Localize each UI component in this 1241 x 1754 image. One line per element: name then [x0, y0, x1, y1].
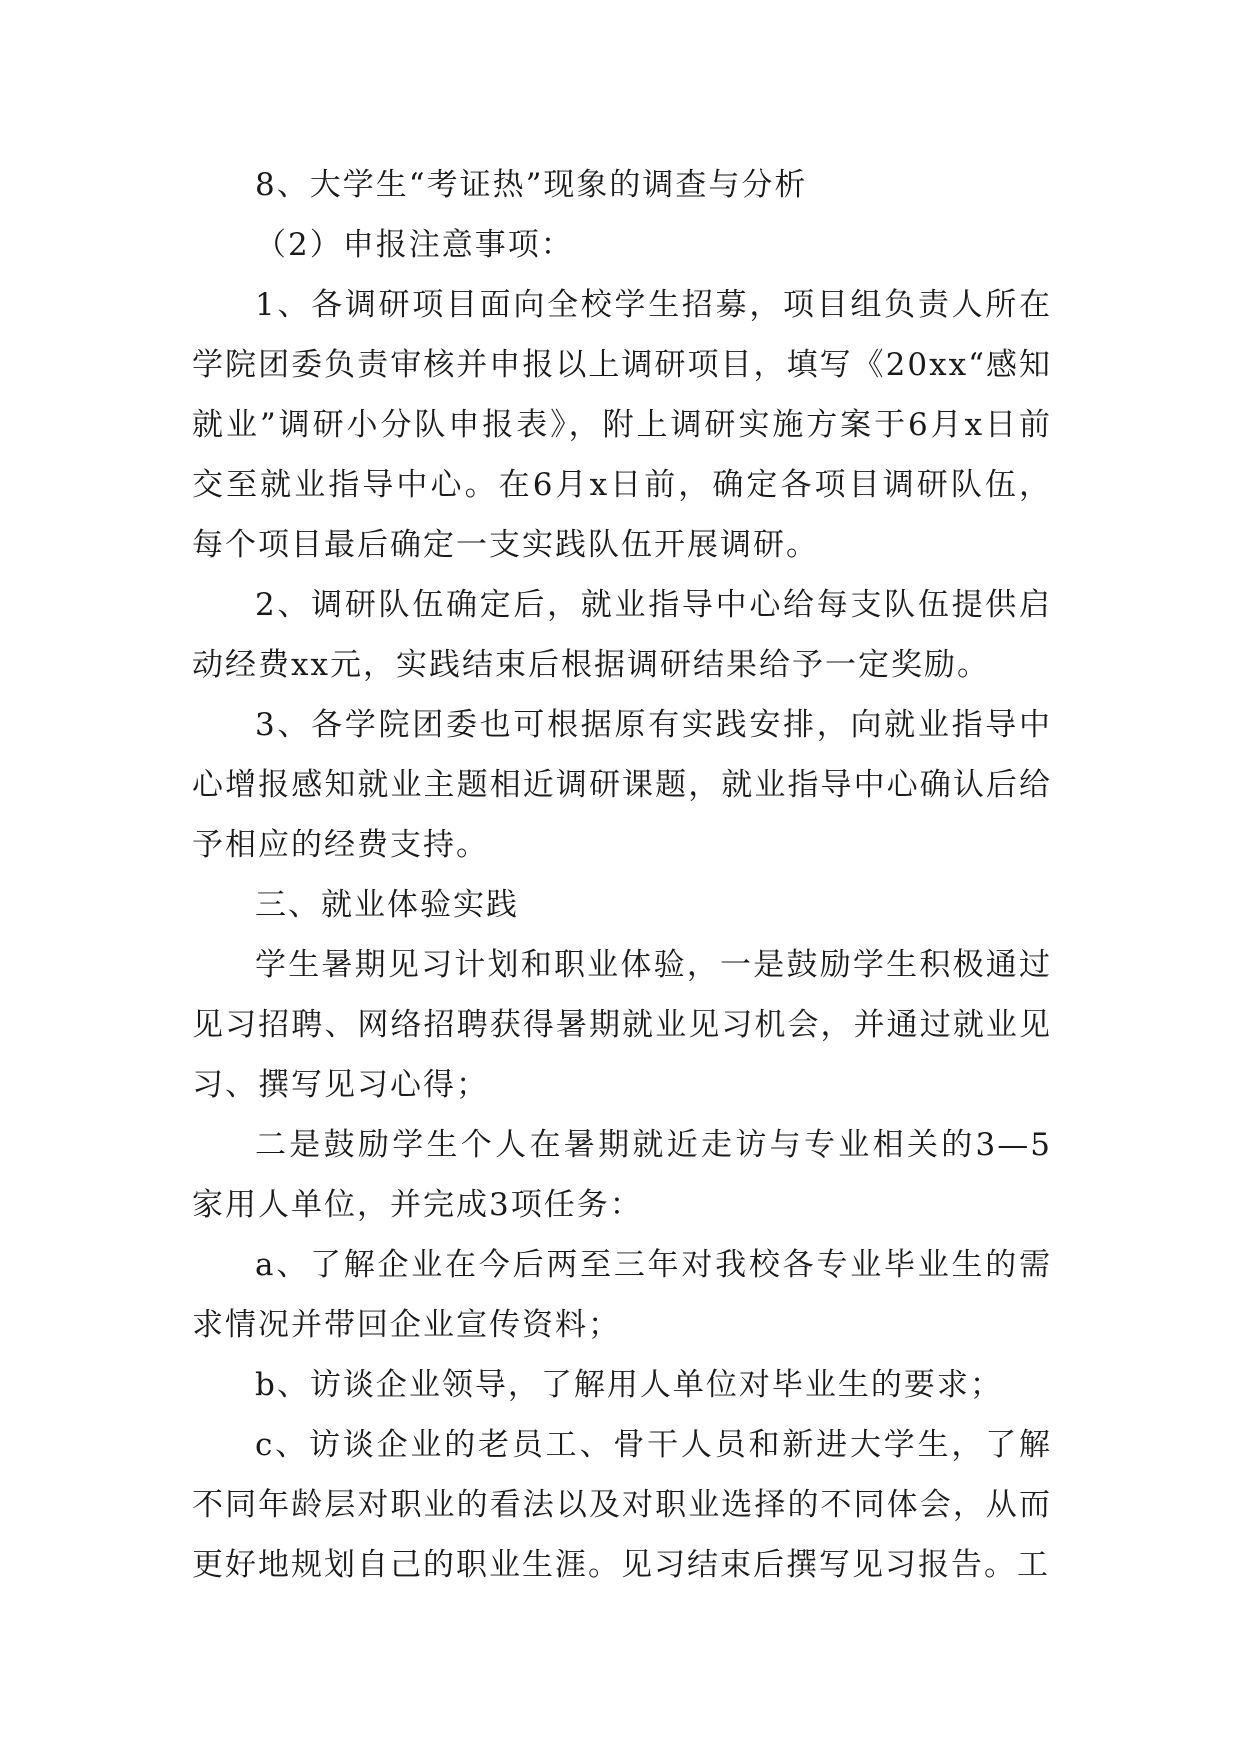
task-item-a: a、了解企业在今后两至三年对我校各专业毕业生的需求情况并带回企业宣传资料； — [192, 1247, 1052, 1343]
note-item-1: 1、各调研项目面向全校学生招募，项目组负责人所在学院团委负责审核并申报以上调研项目，填写《20xx“感知就业”调研小分队申报表》，附上调研实施方案于6月x日前交至就业指导中心。在6月x日前，确定各项目调研队伍，每个项目最后确定一支实践队伍开展调研。 — [192, 287, 1052, 563]
list-item-topic-8: 8、大学生“考证热”现象的调查与分析 — [255, 167, 808, 203]
section-heading-practice: 三、就业体验实践 — [255, 887, 519, 923]
document-body — [192, 155, 1052, 1595]
note-item-3: 3、各学院团委也可根据原有实践安排，向就业指导中心增报感知就业主题相近调研课题，就业指导中心确认后给予相应的经费支持。 — [192, 707, 1052, 863]
section-heading-notes: （2）申报注意事项： — [255, 227, 574, 263]
note-item-2: 2、调研队伍确定后，就业指导中心给每支队伍提供启动经费xx元，实践结束后根据调研结果给予一定奖励。 — [192, 587, 1052, 683]
task-item-b: b、访谈企业领导，了解用人单位对毕业生的要求； — [255, 1367, 1003, 1403]
task-item-c: c、访谈企业的老员工、骨干人员和新进大学生，了解不同年龄层对职业的看法以及对职业选择的不同体会，从而更好地规划自己的职业生涯。见习结束后撰写见习报告。工 — [192, 1427, 1052, 1583]
practice-paragraph-1: 学生暑期见习计划和职业体验，一是鼓励学生积极通过见习招聘、网络招聘获得暑期就业见习机会，并通过就业见习、撰写见习心得； — [192, 947, 1052, 1103]
practice-paragraph-2: 二是鼓励学生个人在暑期就近走访与专业相关的3—5家用人单位，并完成3项任务： — [192, 1127, 1052, 1223]
